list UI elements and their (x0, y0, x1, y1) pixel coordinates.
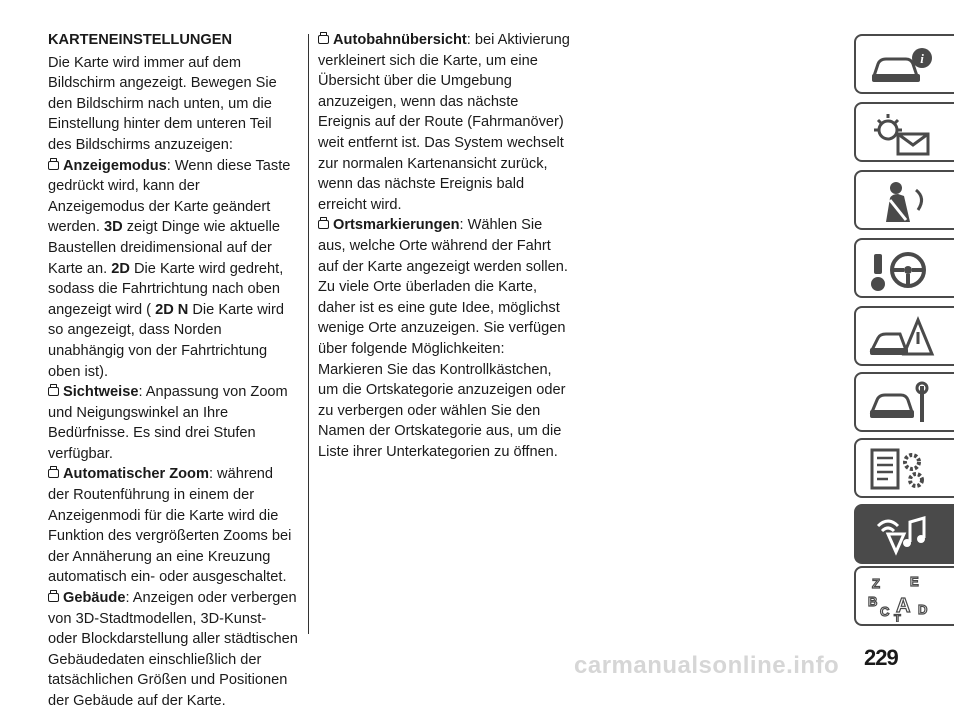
key-steering-wheel-icon (866, 246, 936, 294)
sichtweise-item: Sichtweise: Anpassung von Zoom und Neigungswinkel an Ihre Bedürfnisse. Es sind drei Stufen verfügbar. (48, 384, 288, 462)
checkbox-bullet-icon (48, 387, 59, 396)
warning-light-mail-icon (866, 110, 936, 158)
gebaeude-item: Gebäude: Anzeigen oder verbergen von 3D-Stadtmodellen, 3D-Kunst- oder Blockdarstellung aller städtischen Gebäudedaten einschließlich der tatsächlichen Größen und Positionen der Gebäude auf der Karte. (48, 590, 298, 709)
svg-text:i: i (920, 51, 924, 66)
tab-index[interactable] (854, 566, 954, 626)
checkbox-bullet-icon (318, 220, 329, 229)
car-service-icon (866, 380, 936, 428)
tab-technical-data[interactable] (854, 438, 954, 498)
anzeigemodus-item: Anzeigemodus: Wenn diese Taste gedrückt wird, kann der Anzeigemodus der Karte geändert werden. 3D zeigt Dinge wie aktuelle Baustellen dreidimensional auf der Karte an. 2D Die Karte wird gedreht, sodass die Fahrtrichtung nach oben angezeigt wird ( 2D N Die Karte wird so angezeigt, dass Norden unabhängig von der Fahrtrichtung oben ist). (48, 157, 291, 380)
svg-text:C: C (880, 604, 890, 619)
svg-text:E: E (910, 574, 919, 589)
seatbelt-airbag-icon (866, 178, 936, 226)
specifications-gears-icon (866, 446, 936, 494)
multimedia-navigation-icon (866, 512, 936, 560)
car-info-icon (866, 42, 936, 90)
automatischer-zoom-item: Automatischer Zoom: während der Routenführung in einem der Anzeigenmodi für die Karte wird die Funktion des vergrößerten Zooms bei der Annäherung an eine Kreuzung automatisch ein- oder ausgeschaltet. (48, 466, 292, 586)
checkbox-bullet-icon (48, 593, 59, 602)
svg-text:A: A (896, 595, 911, 617)
section-heading: KARTENEINSTELLUNGEN (48, 32, 233, 48)
checkbox-bullet-icon (48, 469, 59, 478)
column-divider (308, 34, 309, 634)
svg-text:D: D (918, 602, 928, 617)
tab-starting-driving[interactable] (854, 238, 954, 298)
right-column (318, 30, 572, 462)
autobahnuebersicht-item: Autobahnübersicht: bei Aktivierung verkleinert sich die Karte, um eine Übersicht über die Umgebung anzuzeigen, wenn das nächste Ereignis auf der Route (Fahrmanöver) weit entfernt ist. Das System wechselt zur normalen Kartenansicht zurück, wenn das nächste Ereignis bald erreicht wird. (318, 32, 570, 213)
svg-text:Z: Z (872, 576, 880, 591)
tab-maintenance[interactable] (854, 372, 954, 432)
svg-text:B: B (868, 594, 878, 609)
checkbox-bullet-icon (48, 161, 59, 170)
tab-safety[interactable] (854, 170, 954, 230)
alphabetical-index-icon (866, 574, 936, 622)
svg-text:T: T (894, 613, 901, 622)
tab-multimedia[interactable] (854, 504, 954, 564)
tab-warning-lights[interactable] (854, 102, 954, 162)
tab-emergency[interactable] (854, 306, 954, 366)
tab-car-info[interactable] (854, 34, 954, 94)
intro-paragraph: Die Karte wird immer auf dem Bildschirm angezeigt. Bewegen Sie den Bildschirm nach unten, um die Einstellung hinter dem unteren Teil des Bildschirms anzuzeigen: (48, 54, 277, 153)
ortsmarkierungen-item: Ortsmarkierungen: Wählen Sie aus, welche Orte während der Fahrt auf der Karte angezeigt werden sollen. Zu viele Orte überladen die Karte, daher ist es eine gute Idee, möglichst wenige Orte anzuzeigen. Sie verfügen über folgende Möglichkeiten: Markieren Sie das Kontrollkästchen, um die Ortskategorie anzuzeigen oder zu verbergen oder wählen Sie den Namen der Ortskategorie aus, um die Liste ihrer Unterkategorien zu öffnen. (318, 217, 568, 460)
page-number: 229 (864, 645, 898, 670)
breakdown-warning-icon (866, 314, 936, 362)
checkbox-bullet-icon (318, 35, 329, 44)
left-column (48, 30, 298, 712)
watermark: carmanualsonline.info (574, 652, 840, 679)
